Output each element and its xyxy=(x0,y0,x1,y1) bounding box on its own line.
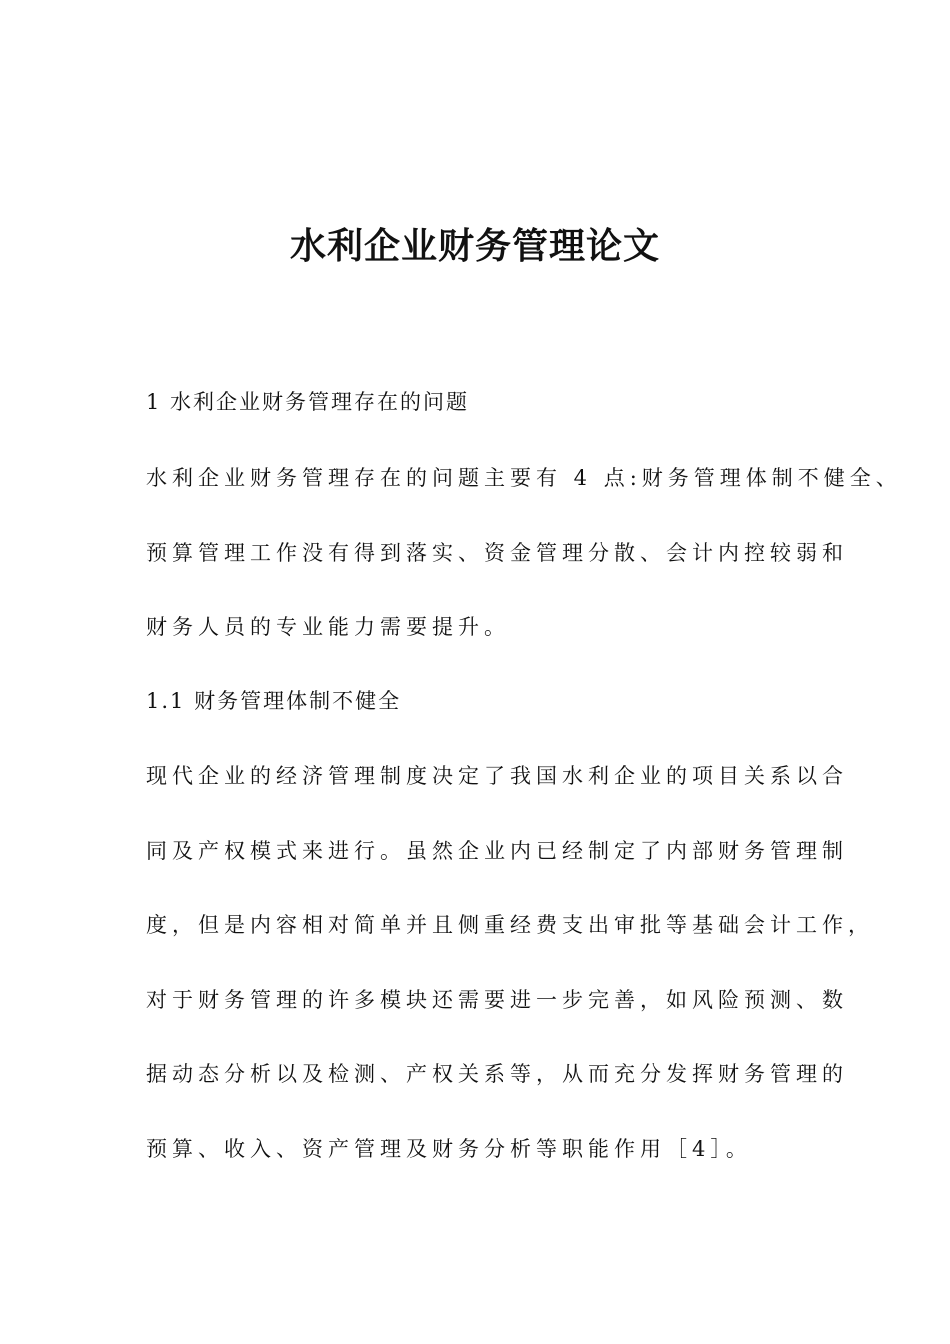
paragraph-line: 财务人员的专业能力需要提升。 xyxy=(146,615,510,639)
paragraph-line: 水利企业财务管理存在的问题主要有 4 点:财务管理体制不健全、 xyxy=(146,466,902,490)
paragraph-line: 现代企业的经济管理制度决定了我国水利企业的项目关系以合 xyxy=(146,764,848,788)
paragraph-line: 同及产权模式来进行。虽然企业内已经制定了内部财务管理制 xyxy=(146,839,848,863)
document-title: 水利企业财务管理论文 xyxy=(289,226,660,267)
paragraph-line: 对于财务管理的许多模块还需要进一步完善，如风险预测、数 xyxy=(146,988,848,1012)
paragraph-line: 预算、收入、资产管理及财务分析等职能作用［4］。 xyxy=(146,1137,752,1161)
paragraph-line: 预算管理工作没有得到落实、资金管理分散、会计内控较弱和 xyxy=(146,541,848,565)
paragraph-line: 度，但是内容相对简单并且侧重经费支出审批等基础会计工作， xyxy=(146,913,874,937)
paragraph-line: 据动态分析以及检测、产权关系等，从而充分发挥财务管理的 xyxy=(146,1062,848,1086)
section-heading: 1 水利企业财务管理存在的问题 xyxy=(146,390,470,414)
subsection-heading: 1.1 财务管理体制不健全 xyxy=(146,689,402,713)
